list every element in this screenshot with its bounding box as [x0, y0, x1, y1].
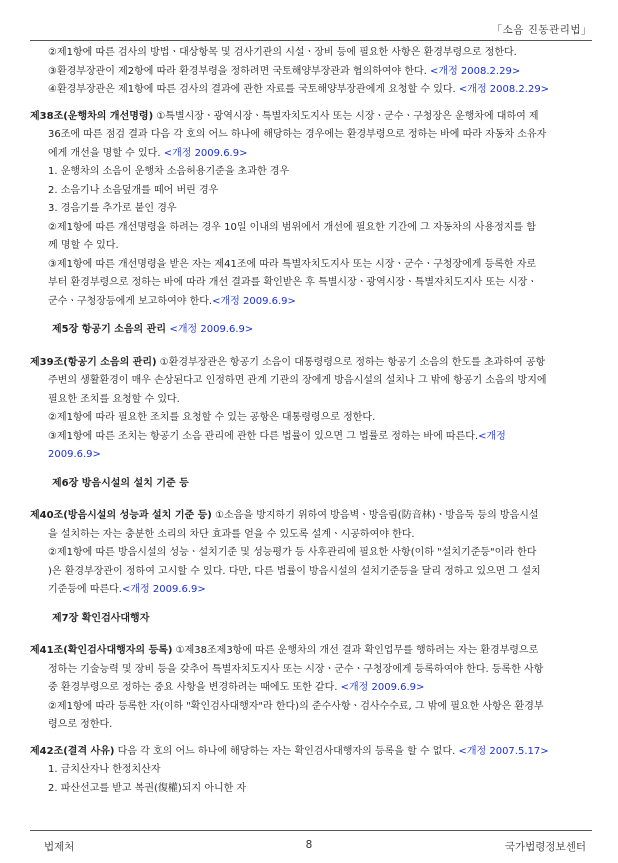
header-divider — [30, 40, 592, 41]
article-39: 제39조(항공기 소음의 관리) ①환경부장관은 항공기 소음이 대통령령으로 정하는 항공기 소음의 한도를 초과하여 공항 — [30, 356, 546, 368]
amendment-note: <개정 2009.6.9> — [340, 682, 425, 693]
footer-source: 법제처 — [44, 841, 75, 853]
chapter-heading: 제6장 방음시설의 설치 기준 등 — [52, 477, 189, 489]
footer-publisher: 국가법령정보센터 — [504, 841, 586, 853]
paragraph: 령으로 정한다. — [48, 719, 113, 730]
article-40: 제40조(방음시설의 성능과 설치 기준 등) ①소음을 방지하기 위하여 방음벽ㆍ방음림(防音林)ㆍ방음둑 등의 방음시설 — [30, 510, 539, 521]
article-title: 제40조(방음시설의 성능과 설치 기준 등) — [30, 510, 212, 521]
amendment-note: <개정 2008.2.29> — [430, 65, 521, 77]
paragraph: ③제1항에 따른 조치는 항공기 소음 관리에 관한 다른 법률이 있으면 그 법률로 정하는 바에 따른다.<개정 — [48, 430, 506, 442]
paragraph: 기준등에 따른다.<개정 2009.6.9> — [48, 584, 206, 595]
paragraph: ②제1항에 따른 방음시설의 성능ㆍ설치기준 및 성능평가 등 사후관리에 필요한 사항(이하 "설치기준등"이라 한다 — [48, 547, 537, 558]
paragraph: ④환경부장관은 제1항에 따른 검사의 결과에 관한 자료를 국토해양부장관에게 요청할 수 있다. <개정 2008.2.29> — [48, 84, 550, 95]
chapter-heading: 제5장 항공기 소음의 관리 <개정 2009.6.9> — [52, 324, 254, 335]
paragraph: ②제1항에 따라 등록한 자(이하 "확인검사대행자"라 한다)의 준수사항ㆍ검사수수료, 그 밖에 필요한 사항은 환경부 — [48, 700, 544, 712]
document-header-title: 「소음 진동관리법」 — [491, 24, 592, 36]
article-title: 제41조(확인검사대행자의 등록) — [30, 645, 173, 656]
article-41: 제41조(확인검사대행자의 등록) ①제38조제3항에 따른 운행차의 개선 결과 확인업무를 행하려는 자는 환경부령으로 — [30, 645, 539, 656]
paragraph: 부터 환경부령으로 정하는 바에 따라 개선 결과를 확인받은 후 특별시장ㆍ광역시장ㆍ특별자치도지사 또는 시장ㆍ — [48, 277, 537, 288]
list-item: 1. 금치산자나 한정치산자 — [48, 764, 161, 775]
chapter-heading: 제7장 확인검사대행자 — [52, 612, 150, 624]
amendment-note: <개정 2009.6.9> — [163, 147, 248, 159]
paragraph — [30, 446, 590, 465]
paragraph: ②제1항에 따른 개선명령을 하려는 경우 10일 이내의 범위에서 개선에 필요한 기간에 그 자동차의 사용정지를 함 — [48, 221, 536, 233]
article-38: 제38조(운행차의 개선명령) ①특별시장ㆍ광역시장ㆍ특별자치도지사 또는 시장ㆍ군수ㆍ구청장은 운행차에 대하여 제 — [30, 110, 539, 122]
paragraph: ③환경부장관이 제2항에 따라 환경부령을 정하려면 국토해양부장관과 협의하여야 한다. <개정 2008.2.29> — [48, 65, 521, 77]
paragraph: 중 환경부령으로 정하는 중요 사항을 변경하려는 때에도 또한 같다. <개정 2009.6.9> — [48, 682, 425, 693]
paragraph: ②제1항에 따라 필요한 조치를 요청할 수 있는 공항은 대통령령으로 정한다. — [48, 412, 376, 423]
page-number: 8 — [305, 839, 313, 851]
paragraph: 을 설치하는 자는 충분한 소리의 차단 효과를 얻을 수 있도록 설계ㆍ시공하여야 한다. — [48, 528, 415, 540]
document-body — [30, 44, 590, 798]
paragraph: ③제1항에 따른 개선명령을 받은 자는 제41조에 따라 특별자치도지사 또는 시장ㆍ군수ㆍ구청장에게 등록한 자로 — [48, 258, 537, 270]
list-item: 3. 경음기를 추가로 붙인 경우 — [48, 203, 177, 214]
paragraph: 군수ㆍ구청장등에게 보고하여야 한다.<개정 2009.6.9> — [48, 295, 296, 307]
article-title: 제42조(결격 사유) — [30, 745, 115, 757]
list-item: 2. 파산선고를 받고 복권(復權)되지 아니한 자 — [48, 782, 247, 794]
paragraph: )은 환경부장관이 정하여 고시할 수 있다. 다만, 다른 법률이 방음시설의 설치기준등을 달리 정하고 있으면 그 설치 — [48, 565, 541, 577]
article-42: 제42조(결격 사유) 다음 각 호의 어느 하나에 해당하는 자는 확인검사대행자의 등록을 할 수 없다. <개정 2007.5.17> — [30, 745, 549, 757]
paragraph: 께 명할 수 있다. — [48, 240, 119, 251]
paragraph: 주변의 생활환경이 매우 손상된다고 인정하면 관계 기관의 장에게 방음시설의 설치나 그 밖에 항공기 소음의 방지에 — [48, 375, 547, 386]
list-item: 2. 소음기나 소음덮개를 떼어 버린 경우 — [48, 184, 219, 196]
article-title: 제38조(운행차의 개선명령) — [30, 110, 154, 122]
amendment-note: <개정 2009.6.9> — [121, 584, 206, 595]
amendment-note: <개정 2009.6.9> — [169, 324, 254, 335]
footer-divider — [30, 830, 592, 831]
paragraph: 정하는 기술능력 및 장비 등을 갖추어 특별자치도지사 또는 시장ㆍ군수ㆍ구청장에게 등록하여야 한다. 등록한 사항 — [48, 663, 544, 675]
paragraph: 36조에 따른 점검 결과 다음 각 호의 어느 하나에 해당하는 경우에는 환경부령으로 정하는 바에 따라 자동차 소유자 — [48, 129, 547, 140]
amendment-note: <개정 2007.5.17> — [458, 745, 549, 757]
amendment-note: 2009.6.9> — [48, 449, 101, 460]
article-title: 제39조(항공기 소음의 관리) — [30, 356, 157, 368]
amendment-note: <개정 — [478, 430, 506, 442]
paragraph: 에게 개선을 명할 수 있다. <개정 2009.6.9> — [48, 147, 248, 159]
amendment-note: <개정 2009.6.9> — [212, 295, 296, 307]
paragraph: 필요한 조치를 요청할 수 있다. — [48, 393, 180, 405]
paragraph: ②제1항에 따른 검사의 방법ㆍ대상항목 및 검사기관의 시설ㆍ장비 등에 필요한 사항은 환경부령으로 정한다. — [48, 47, 517, 58]
list-item: 1. 운행차의 소음이 운행차 소음허용기준을 초과한 경우 — [48, 166, 290, 177]
amendment-note: <개정 2008.2.29> — [458, 84, 550, 95]
